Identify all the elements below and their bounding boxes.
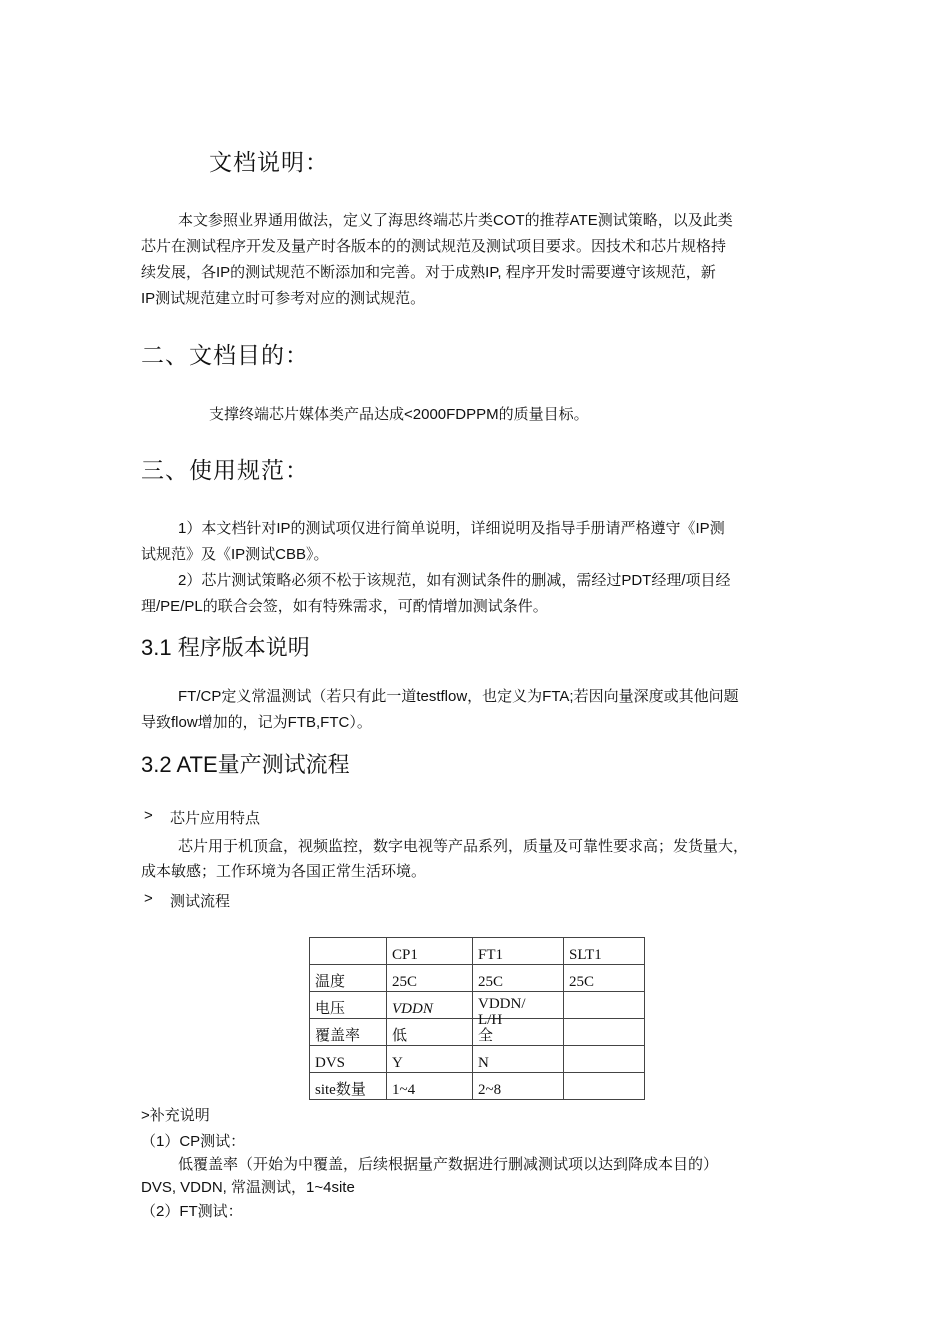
notes-title: >补充说明: [141, 1107, 210, 1124]
table-cell: 1~4: [387, 1073, 473, 1100]
bullet-marker-2: >: [144, 890, 153, 907]
table-cell: [564, 1019, 645, 1046]
table-cell: [473, 992, 564, 1028]
table-cell: 覆盖率: [310, 1019, 387, 1046]
table-cell: 全: [473, 1019, 564, 1046]
intro-line-1: 本文参照业界通用做法，定义了海思终端芯片类COT的推荐ATE测试策略，以及此类: [178, 212, 733, 229]
section-3-1-line-2: 导致flow增加的，记为FTB,FTC）。: [141, 714, 372, 731]
notes-cp-label: （1）CP测试：: [141, 1133, 246, 1150]
table-cell: DVS: [310, 1046, 387, 1073]
bullet-app-features: 芯片应用特点: [170, 810, 261, 827]
app-features-line-2: 成本敏感；工作环境为各国正常生活环境。: [141, 863, 427, 880]
table-row: [310, 992, 645, 1019]
table-cell: 温度: [310, 965, 387, 992]
table-cell: 25C: [387, 965, 473, 992]
notes-cp-line-2: DVS, VDDN, 常温测试，1~4site: [141, 1179, 355, 1196]
table-cell: [564, 992, 645, 1019]
table-cell: 低: [387, 1019, 473, 1046]
table-row: [310, 1019, 645, 1046]
app-features-line-1: 芯片用于机顶盒，视频监控，数字电视等产品系列，质量及可靠性要求高；发货量大，: [178, 838, 749, 855]
table-cell: [564, 1073, 645, 1100]
usage-item1-line-2: 试规范》及《IP测试CBB》。: [141, 546, 329, 563]
section-3-1-line-1: FT/CP定义常温测试（若只有此一道testflow，也定义为FTA;若因向量深度或其他问题: [178, 688, 739, 705]
usage-heading: 三、使用规范：: [141, 457, 309, 483]
table-cell: 25C: [564, 965, 645, 992]
section-3-2-heading: 3.2 ATE量产测试流程: [141, 752, 350, 777]
table-cell: 25C: [473, 965, 564, 992]
notes-cp-line-1: 低覆盖率（开始为中覆盖，后续根据量产数据进行删减测试项以达到降成本目的）: [178, 1156, 719, 1173]
table-row: [310, 965, 645, 992]
purpose-text: 支撑终端芯片媒体类产品达成<2000FDPPM的质量目标。: [209, 406, 589, 423]
bullet-marker-1: >: [144, 807, 153, 824]
usage-item2-line-1: 2）芯片测试策略必须不松于该规范，如有测试条件的删减，需经过PDT经理/项目经: [178, 572, 731, 589]
table-cell: 2~8: [473, 1073, 564, 1100]
notes-ft-label: （2）FT测试：: [141, 1203, 243, 1220]
table-cell-clipped-text: VDDN/ L/H: [478, 996, 526, 1028]
bullet-test-flow: 测试流程: [170, 893, 231, 910]
intro-line-3: 续发展，各IP的测试规范不断添加和完善。对于成熟IP, 程序开发时需要遵守该规范，新: [141, 264, 716, 281]
intro-line-2: 芯片在测试程序开发及量产时各版本的的测试规范及测试项目要求。因技术和芯片规格持: [141, 238, 727, 255]
usage-item2-line-2: 理/PE/PL的联合会签，如有特殊需求，可酌情增加测试条件。: [141, 598, 548, 615]
intro-line-4: IP测试规范建立时可参考对应的测试规范。: [141, 290, 426, 307]
table-cell: VDDN: [387, 992, 473, 1019]
table-cell: site数量: [310, 1073, 387, 1100]
purpose-heading: 二、文档目的：: [141, 342, 309, 368]
intro-heading: 文档说明：: [209, 149, 329, 175]
table-cell: [564, 1046, 645, 1073]
table-cell: Y: [387, 1046, 473, 1073]
table-row: [310, 1073, 645, 1100]
table-header-cell: FT1: [473, 938, 564, 965]
table-header-cell: [310, 938, 387, 965]
section-3-1-heading: 3.1 程序版本说明: [141, 635, 310, 660]
usage-item1-line-1: 1）本文档针对IP的测试项仅进行简单说明，详细说明及指导手册请严格遵守《IP测: [178, 520, 725, 537]
table-header-cell: CP1: [387, 938, 473, 965]
table-header-cell: SLT1: [564, 938, 645, 965]
test-flow-table: [309, 937, 645, 1100]
table-cell: 电压: [310, 992, 387, 1019]
table-cell: N: [473, 1046, 564, 1073]
table-header-row: [310, 938, 645, 965]
table-row: [310, 1046, 645, 1073]
